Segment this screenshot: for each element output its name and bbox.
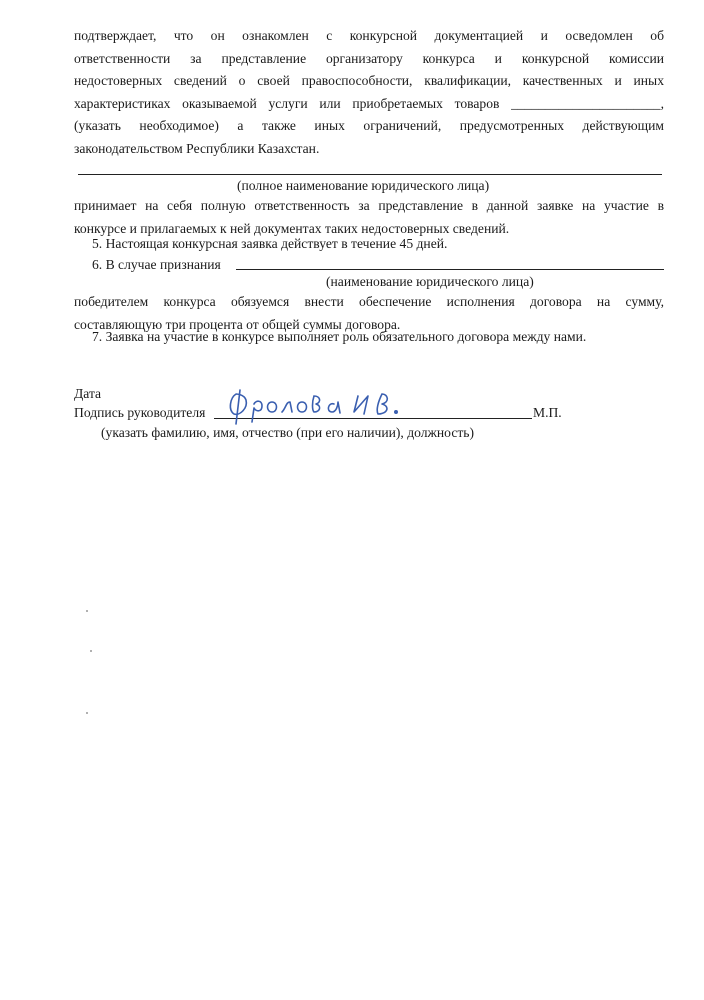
text-line: законодательством Республики Казахстан.	[74, 140, 320, 156]
text-line: характеристиках оказываемой услуги или приобретаемых товаров ______________________,	[74, 95, 664, 111]
scan-speck	[86, 610, 88, 612]
signature-hint: (указать фамилию, имя, отчество (при его наличии), должность)	[101, 425, 475, 440]
winner-name-blank	[236, 269, 664, 270]
date-label: Дата	[74, 386, 102, 401]
text-line: составляющую три процента от общей суммы договора.	[74, 316, 401, 332]
caption-name: (наименование юридического лица)	[326, 274, 534, 289]
handwritten-signature	[222, 388, 422, 428]
item-6-prefix: 6. В случае признания	[92, 257, 221, 272]
text-line: недостоверных сведений о своей правоспособности, квалификации, качественных и иных	[74, 73, 664, 88]
seal-label: М.П.	[533, 405, 562, 420]
item-5: 5. Настоящая конкурсная заявка действует в течение 45 дней.	[92, 236, 448, 251]
full-name-blank	[78, 174, 662, 175]
caption-full-name: (полное наименование юридического лица)	[237, 178, 490, 193]
text-line: конкурсе и прилагаемых к ней документах таких недостоверных сведений.	[74, 220, 510, 236]
paragraph-responsibility	[74, 195, 664, 240]
text-line: принимает на себя полную ответственность за представление в данной заявке на участие в	[74, 198, 664, 213]
signature-label: Подпись руководителя	[74, 405, 206, 420]
item-7: 7. Заявка на участие в конкурсе выполняет роль обязательного договора между нами.	[92, 329, 587, 344]
scan-speck	[90, 650, 92, 652]
text-line: подтверждает, что он ознакомлен с конкурсной документацией и осведомлен об	[74, 28, 664, 43]
scan-speck	[86, 712, 88, 714]
text-line: победителем конкурса обязуемся внести обеспечение исполнения договора на сумму,	[74, 294, 664, 309]
text-line: ответственности за представление организатору конкурса и конкурсной комиссии	[74, 50, 664, 66]
paragraph-acknowledgement	[74, 25, 664, 160]
text-line: (указать необходимое) а также иных ограничений, предусмотренных действующим	[74, 118, 664, 133]
